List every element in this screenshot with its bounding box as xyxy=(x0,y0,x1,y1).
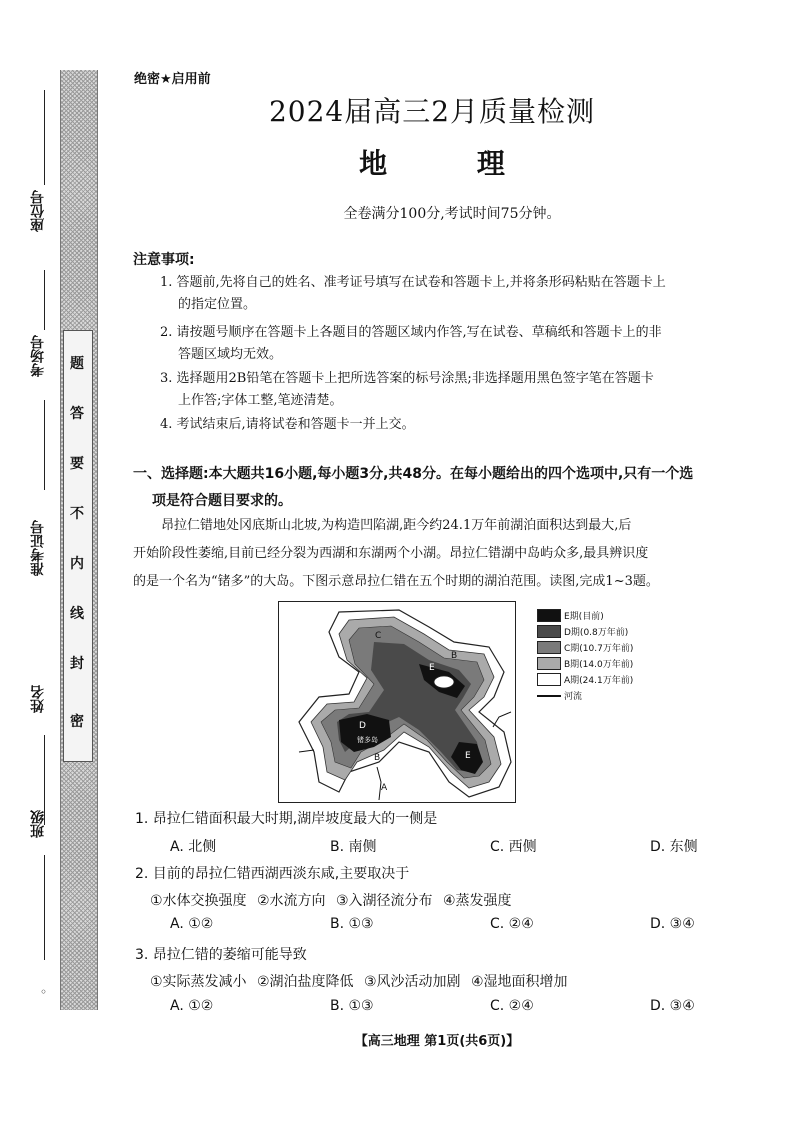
legend-item xyxy=(537,688,687,704)
legend-swatch xyxy=(537,673,561,686)
seal-char: 密 xyxy=(70,714,84,730)
notice-item xyxy=(160,272,760,316)
legend-item xyxy=(537,640,687,656)
class-label: 班级 xyxy=(30,810,46,838)
exam-room-field xyxy=(22,270,62,430)
candidate-number-label: 准考证号 xyxy=(30,520,46,576)
section-heading: 一、选择题:本大题共16小题,每小题3分,共48分。在每小题给出的四个选项中,只有一个选 xyxy=(133,466,694,482)
q1-option-d: D. 东侧 xyxy=(650,839,698,855)
lake-map xyxy=(278,601,516,803)
notice-item xyxy=(160,368,760,412)
subject-title: 地 理 xyxy=(359,147,545,180)
legend-swatch xyxy=(537,641,561,654)
seal-char: 题 xyxy=(70,356,84,372)
name-field xyxy=(22,660,62,760)
legend-swatch xyxy=(537,695,561,697)
q2-option-c: C. ②④ xyxy=(490,916,534,932)
legend-swatch xyxy=(537,657,561,670)
question-3-items: ①实际蒸发减小 ②湖泊盐度降低 ③风沙活动加剧 ④湿地面积增加 xyxy=(150,974,568,990)
notice-heading: 注意事项: xyxy=(133,252,195,268)
map-label-island: 锗多岛 xyxy=(357,736,378,744)
corner-mark: ◦ xyxy=(40,985,48,999)
seal-char: 内 xyxy=(70,556,84,572)
question-1-stem: 1. 昂拉仁错面积最大时期,湖岸坡度最大的一侧是 xyxy=(135,811,438,827)
legend-label: D期(0.8万年前) xyxy=(564,628,629,638)
score-time-note: 全卷满分100分,考试时间75分钟。 xyxy=(343,206,561,222)
map-label-a: A xyxy=(381,783,388,793)
passage-line: 开始阶段性萎缩,目前已经分裂为西湖和东湖两个小湖。昂拉仁错湖中岛屿众多,最具辨识度 xyxy=(133,546,649,561)
q2-option-a: A. ①② xyxy=(170,916,214,932)
notice-line: 的指定位置。 xyxy=(178,297,257,312)
legend-swatch xyxy=(537,625,561,638)
section-heading-cont: 项是符合题目要求的。 xyxy=(152,493,292,509)
lake-map-svg xyxy=(279,602,515,802)
page-footer: 【高三地理 第1页(共6页)】 xyxy=(354,1034,520,1049)
legend-item xyxy=(537,608,687,624)
class-field xyxy=(22,800,62,960)
notice-item xyxy=(160,414,760,436)
legend-swatch xyxy=(537,609,561,622)
legend-label: C期(10.7万年前) xyxy=(564,644,634,654)
notice-item xyxy=(160,322,760,366)
q3-option-a: A. ①② xyxy=(170,998,214,1014)
map-label-b: B xyxy=(451,651,458,661)
q3-option-d: D. ③④ xyxy=(650,998,695,1014)
map-label-e: E xyxy=(429,663,435,673)
q2-option-b: B. ①③ xyxy=(330,916,374,932)
question-3-stem: 3. 昂拉仁错的萎缩可能导致 xyxy=(135,947,307,963)
notice-line: 1. 答题前,先将自己的姓名、准考证号填写在试卷和答题卡上,并将条形码粘贴在答题卡上 xyxy=(160,275,666,290)
map-label-c: C xyxy=(375,631,382,641)
legend-item xyxy=(537,656,687,672)
map-label-e: E xyxy=(465,751,471,761)
seal-char: 不 xyxy=(70,506,84,522)
notice-line: 2. 请按题号顺序在答题卡上各题目的答题区域内作答,写在试卷、草稿纸和答题卡上的非 xyxy=(160,325,662,340)
notice-line: 3. 选择题用2B铅笔在答题卡上把所选答案的标号涂黑;非选择题用黑色签字笔在答题卡 xyxy=(160,371,654,386)
q3-option-b: B. ①③ xyxy=(330,998,374,1014)
q1-option-a: A. 北侧 xyxy=(170,839,217,855)
question-2-items: ①水体交换强度 ②水流方向 ③入湖径流分布 ④蒸发强度 xyxy=(150,893,512,909)
legend-label: B期(14.0万年前) xyxy=(564,660,634,670)
passage-line: 的是一个名为“锗多”的大岛。下图示意昂拉仁错在五个时期的湖泊范围。读图,完成1~3题。 xyxy=(133,574,659,589)
seal-char: 线 xyxy=(70,606,84,622)
notice-line: 4. 考试结束后,请将试卷和答题卡一并上交。 xyxy=(160,417,415,432)
map-label-d: D xyxy=(359,721,366,731)
passage-line: 昂拉仁错地处冈底斯山北坡,为构造凹陷湖,距今约24.1万年前湖泊面积达到最大,后 xyxy=(161,518,632,533)
q3-option-c: C. ②④ xyxy=(490,998,534,1014)
q1-option-b: B. 南侧 xyxy=(330,839,377,855)
map-legend xyxy=(537,608,687,704)
seal-line-box xyxy=(63,330,93,762)
name-label: 姓名 xyxy=(30,685,46,713)
candidate-number-field xyxy=(22,500,62,650)
exam-room-label: 考场号 xyxy=(30,335,46,377)
notice-line: 答题区域均无效。 xyxy=(178,347,283,362)
legend-label: A期(24.1万年前) xyxy=(564,676,634,686)
legend-label: E期(目前) xyxy=(564,612,604,622)
confidential-mark: 绝密★启用前 xyxy=(134,72,211,87)
seat-number-label: 座位号 xyxy=(30,190,46,232)
seal-char: 答 xyxy=(70,406,84,422)
question-2-stem: 2. 目前的昂拉仁错西湖西淡东咸,主要取决于 xyxy=(135,866,410,882)
notice-line: 上作答;字体工整,笔迹清楚。 xyxy=(178,393,343,408)
legend-item xyxy=(537,624,687,640)
map-label-b: B xyxy=(374,753,381,763)
legend-item xyxy=(537,672,687,688)
exam-title: 2024届高三2月质量检测 xyxy=(268,95,596,128)
seal-char: 封 xyxy=(70,656,84,672)
q1-option-c: C. 西侧 xyxy=(490,839,537,855)
legend-label: 河流 xyxy=(564,692,583,702)
q2-option-d: D. ③④ xyxy=(650,916,695,932)
seal-char: 要 xyxy=(70,456,84,472)
